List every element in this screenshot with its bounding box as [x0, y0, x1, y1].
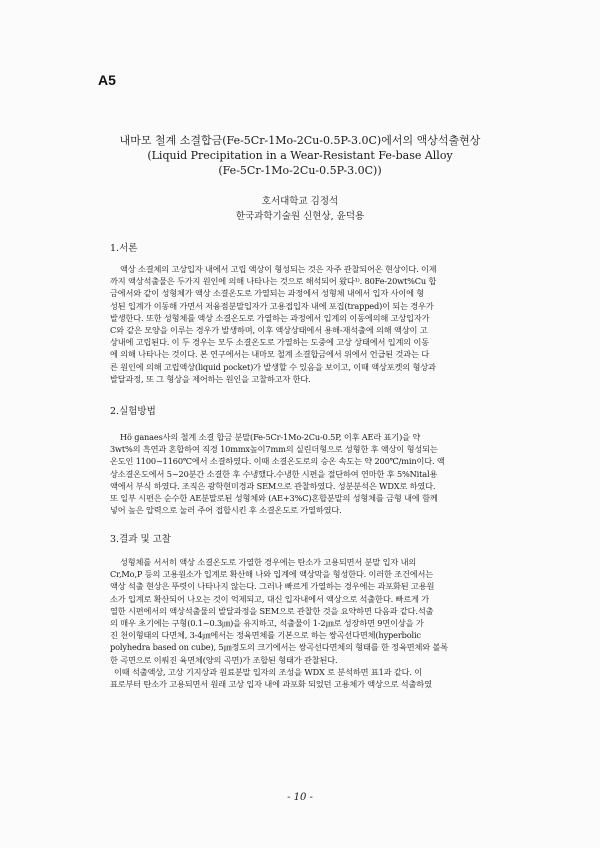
body-line: 액에서 부식 하였다. 조직은 광학현미경과 SEM으로 관찰하였다. 성분분석은 WDX로 하였다.: [110, 480, 436, 491]
body-line: C와 같은 모양을 이루는 경우가 발생하며, 이후 액상상태에서 용해-재석출에 의해 액상이 고: [110, 325, 428, 336]
body-line: 성된 입계가 이동해 가면서 저융점분말입자가 고용접입자 내에 포집(trapped)이 되는 경우가: [110, 300, 434, 311]
body-line: 액상 소결체의 고상입자 내에서 고립 액상이 형성되는 것은 자주 관찰되어온 현상이다. 이제: [120, 264, 437, 274]
body-line: 소가 입계로 확산되어 나오는 것이 억제되고, 대신 입자내에서 액상으로 석출한다. 빠르게 가: [110, 593, 429, 604]
paper-code: A5: [98, 72, 116, 88]
body-line: 에 의해 나타나는 것이다. 본 연구에서는 내마모 철계 소결합금에서 위에서 언급된 것과는 다: [110, 349, 429, 360]
author-line-2: 한국과학기술원 신현상, 윤덕용: [235, 211, 365, 222]
title-korean: 내마모 철계 소결합금(Fe-5Cr-1Mo-2Cu-0.5P-3.0C)에서의 액상석출현상: [119, 134, 481, 147]
body-line: 의 매우 초기에는 구형(0.1~0.3㎛)을 유지하고, 석출물이 1-2㎛로 성장하면 9면이상을 가: [110, 618, 424, 629]
body-line: 금에서와 같이 성형체가 액상 소결온도로 가열되는 과정에서 성형체 내에서 입자 사이에 형: [110, 288, 425, 299]
title-english-line1: (Liquid Precipitation in a Wear-Resistant Fe-base Alloy: [147, 149, 453, 162]
section-heading-methods: 2.실험방법: [110, 406, 156, 417]
body-line: 발달과정, 또 그 형상을 제어하는 원인을 고찰하고자 한다.: [110, 373, 311, 384]
body-line: 까지 액상석출물은 두가지 원인에 의해 나타나는 것으로 해석되어 왔다¹⁾. 80Fe-20wt%Cu 합: [110, 276, 437, 287]
section-body-results: [110, 556, 502, 690]
body-line: 상내에 고립된다. 이 두 경우는 모두 소결온도로 가열하는 도중에 고상 상태에서 입계의 이동: [110, 337, 429, 348]
body-line: 액상 석출 현상은 뚜렷이 나타나지 않는다. 그러나 빠르게 가열하는 경우에는 과포화된 고용원: [110, 581, 435, 592]
title-block: [60, 133, 540, 178]
title-english-line2: (Fe-5Cr-1Mo-2Cu-0.5P-3.0C)): [218, 164, 382, 177]
page-number: - 10 -: [287, 792, 313, 803]
body-line: 한 곡면으로 이뤄진 육면체(양의 곡면)가 조합된 형태가 관찰된다.: [110, 654, 338, 665]
author-line-1: 호서대학교 김정석: [261, 196, 339, 207]
section-heading-results: 3.결과 및 고찰: [110, 534, 171, 545]
body-line: 발생한다. 또한 성형체를 액상 소결온도로 가열하는 과정에서 입계의 이동에의해 고상입자가: [110, 312, 430, 323]
author-block: [60, 194, 540, 224]
body-line: 이때 석출액상, 고상 기지상과 원료분말 입자의 조성을 WDX 로 분석하면 표1과 같다. 이: [114, 666, 423, 677]
section-body-methods: [110, 431, 502, 516]
body-line: 성형체를 서서히 액상 소결온도로 가열한 경우에는 탄소가 고용되면서 분말 입자 내의: [120, 557, 417, 567]
body-line: 상소결온도에서 5~20분간 소결한 후 수냉했다.수냉한 시편을 절단하여 연마한 후 5%Nital용: [110, 468, 438, 479]
section-body-introduction: [110, 263, 502, 385]
body-line: 또 일부 시편은 순수한 AE분말로된 성형체와 (AE+3%C)혼합분말의 성형체를 금형 내에 함께: [110, 493, 438, 504]
body-line: Cr,Mo,P 등의 고용원소가 입계로 확산해 나와 입계에 액상막을 형성한다. 이러한 조건에서는: [110, 569, 434, 580]
body-line: 표로부터 탄소가 고용되면서 원래 고상 입자 내에 과포화 되었던 고용체가 액상으로 석출하였: [110, 679, 432, 690]
body-line: polyhedra based on cube), 5㎛정도의 크기에서는 쌍곡선다면체의 형태를 한 정육면체와 볼록: [110, 642, 448, 653]
body-line: 열한 시편에서의 액상석출물의 발달과정을 SEM으로 관찰한 것을 요약하면 다음과 같다.석출: [110, 605, 434, 616]
body-line: 른 원인에 의해 고립액상(liquid pocket)가 발생할 수 있음을 보이고, 이때 액상포켓의 형상과: [110, 361, 436, 372]
body-line: 3wt%의 흑연과 혼합하여 직경 10mmx높이7mm의 실린더형으로 성형한 후 액상이 형성되는: [110, 444, 438, 455]
body-line: 넣어 높은 압력으로 눌러 주어 접합시킨 후 소결온도로 가열하였다.: [110, 505, 342, 516]
body-line: 온도인 1100~1160℃에서 소결하였다. 이때 소결온도로의 승온 속도는 약 200℃/min이다. 액: [110, 456, 445, 467]
body-line: Hö ganaes사의 철계 소결 합금 분말(Fe-5Cr-1Mo-2Cu-0.5P, 이후 AE라 표기)을 약: [120, 432, 421, 442]
section-heading-introduction: 1.서론: [110, 243, 138, 254]
body-line: 진 천이형태의 다면체, 3-4㎛에서는 정육면체를 기본으로 하는 쌍곡선다면체(hyperbolic: [110, 630, 421, 641]
